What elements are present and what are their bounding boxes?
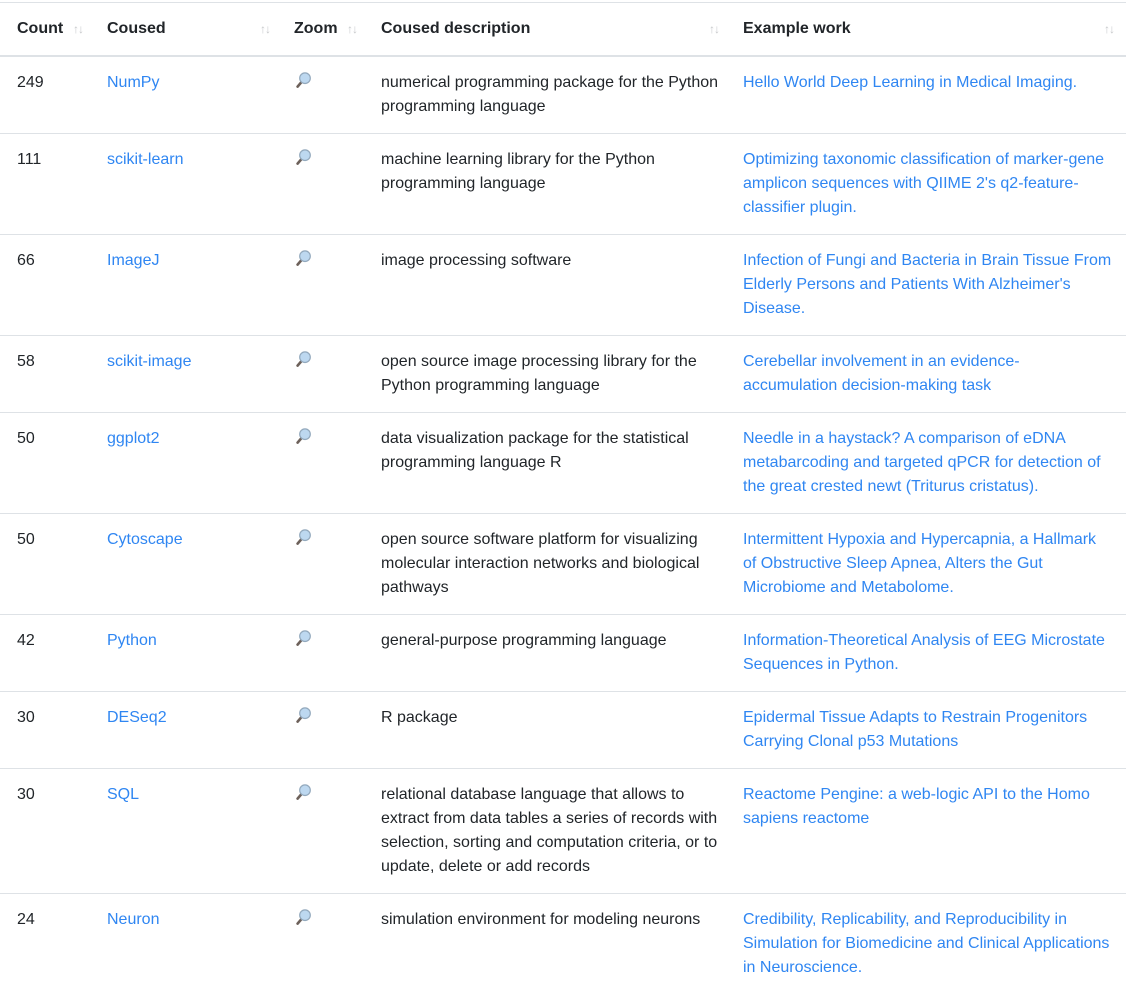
magnifier-icon bbox=[294, 78, 312, 93]
coused-description-cell: general-purpose programming language bbox=[369, 615, 731, 692]
zoom-cell bbox=[282, 134, 369, 235]
count-cell: 50 bbox=[0, 514, 95, 615]
coused-link[interactable]: scikit-learn bbox=[107, 151, 183, 168]
zoom-cell bbox=[282, 894, 369, 994]
coused-cell bbox=[95, 235, 282, 336]
magnifier-icon bbox=[294, 915, 312, 930]
column-header-zoom[interactable] bbox=[282, 3, 369, 57]
coused-cell bbox=[95, 56, 282, 134]
table-row bbox=[0, 235, 1126, 336]
column-header-coused[interactable] bbox=[95, 3, 282, 57]
coused-link[interactable]: Neuron bbox=[107, 911, 159, 928]
example-work-link[interactable]: Infection of Fungi and Bacteria in Brain Tissue From Elderly Persons and Patients With Alzheimer's Disease. bbox=[743, 252, 1111, 317]
example-work-cell bbox=[731, 769, 1126, 894]
magnifier-icon bbox=[294, 155, 312, 170]
coused-link[interactable]: ImageJ bbox=[107, 252, 159, 269]
sort-arrows-icon[interactable]: ↑↓ bbox=[709, 17, 719, 41]
coused-link[interactable]: Cytoscape bbox=[107, 531, 183, 548]
coused-description-cell: simulation environment for modeling neurons bbox=[369, 894, 731, 994]
column-header-coused-label: Coused bbox=[107, 17, 166, 41]
zoom-button[interactable] bbox=[294, 629, 312, 648]
example-work-cell bbox=[731, 56, 1126, 134]
count-cell: 42 bbox=[0, 615, 95, 692]
column-header-coused-description-label: Coused description bbox=[381, 17, 530, 41]
coused-cell bbox=[95, 769, 282, 894]
example-work-link[interactable]: Reactome Pengine: a web-logic API to the Homo sapiens reactome bbox=[743, 786, 1090, 827]
coused-cell bbox=[95, 514, 282, 615]
zoom-button[interactable] bbox=[294, 148, 312, 167]
count-cell: 30 bbox=[0, 769, 95, 894]
example-work-cell bbox=[731, 692, 1126, 769]
zoom-button[interactable] bbox=[294, 706, 312, 725]
coused-description-cell: machine learning library for the Python programming language bbox=[369, 134, 731, 235]
zoom-button[interactable] bbox=[294, 249, 312, 268]
table-body bbox=[0, 56, 1126, 994]
example-work-link[interactable]: Intermittent Hypoxia and Hypercapnia, a Hallmark of Obstructive Sleep Apnea, Alters the Gut Microbiome and Metabolome. bbox=[743, 531, 1096, 596]
coused-description-cell: open source image processing library for the Python programming language bbox=[369, 336, 731, 413]
coused-link[interactable]: ggplot2 bbox=[107, 430, 160, 447]
coused-link[interactable]: NumPy bbox=[107, 74, 159, 91]
column-header-coused-description[interactable] bbox=[369, 3, 731, 57]
count-cell: 30 bbox=[0, 692, 95, 769]
coused-cell bbox=[95, 336, 282, 413]
zoom-button[interactable] bbox=[294, 350, 312, 369]
example-work-link[interactable]: Information-Theoretical Analysis of EEG Microstate Sequences in Python. bbox=[743, 632, 1105, 673]
example-work-cell bbox=[731, 413, 1126, 514]
zoom-cell bbox=[282, 413, 369, 514]
magnifier-icon bbox=[294, 357, 312, 372]
coused-link[interactable]: Python bbox=[107, 632, 157, 649]
count-cell: 249 bbox=[0, 56, 95, 134]
magnifier-icon bbox=[294, 636, 312, 651]
table-row bbox=[0, 769, 1126, 894]
coused-cell bbox=[95, 134, 282, 235]
table-row bbox=[0, 336, 1126, 413]
example-work-cell bbox=[731, 615, 1126, 692]
example-work-link[interactable]: Needle in a haystack? A comparison of eDNA metabarcoding and targeted qPCR for detection of the great crested newt (Triturus cristatus). bbox=[743, 430, 1101, 495]
coused-cell bbox=[95, 413, 282, 514]
tools-table bbox=[0, 2, 1126, 994]
coused-description-cell: data visualization package for the statistical programming language R bbox=[369, 413, 731, 514]
table-row bbox=[0, 615, 1126, 692]
zoom-cell bbox=[282, 235, 369, 336]
coused-cell bbox=[95, 692, 282, 769]
zoom-cell bbox=[282, 615, 369, 692]
coused-description-cell: relational database language that allows to extract from data tables a series of records with selection, sorting and computation criteria, or to update, delete or add records bbox=[369, 769, 731, 894]
magnifier-icon bbox=[294, 713, 312, 728]
magnifier-icon bbox=[294, 790, 312, 805]
example-work-cell bbox=[731, 134, 1126, 235]
column-header-zoom-label: Zoom bbox=[294, 17, 338, 41]
zoom-button[interactable] bbox=[294, 783, 312, 802]
table-row bbox=[0, 692, 1126, 769]
example-work-link[interactable]: Hello World Deep Learning in Medical Imaging. bbox=[743, 74, 1077, 91]
zoom-button[interactable] bbox=[294, 71, 312, 90]
count-cell: 24 bbox=[0, 894, 95, 994]
table-row bbox=[0, 413, 1126, 514]
zoom-cell bbox=[282, 514, 369, 615]
header-row bbox=[0, 3, 1126, 57]
example-work-link[interactable]: Optimizing taxonomic classification of marker-gene amplicon sequences with QIIME 2's q2-feature-classifier plugin. bbox=[743, 151, 1104, 216]
sort-arrows-icon[interactable]: ↑↓ bbox=[347, 17, 357, 41]
count-cell: 111 bbox=[0, 134, 95, 235]
coused-description-cell: image processing software bbox=[369, 235, 731, 336]
table-row bbox=[0, 894, 1126, 994]
table-row bbox=[0, 56, 1126, 134]
example-work-cell bbox=[731, 235, 1126, 336]
zoom-button[interactable] bbox=[294, 908, 312, 927]
coused-link[interactable]: scikit-image bbox=[107, 353, 191, 370]
zoom-button[interactable] bbox=[294, 427, 312, 446]
zoom-button[interactable] bbox=[294, 528, 312, 547]
zoom-cell bbox=[282, 56, 369, 134]
column-header-example-work[interactable] bbox=[731, 3, 1126, 57]
magnifier-icon bbox=[294, 434, 312, 449]
coused-cell bbox=[95, 615, 282, 692]
coused-cell bbox=[95, 894, 282, 994]
coused-description-cell: numerical programming package for the Python programming language bbox=[369, 56, 731, 134]
coused-link[interactable]: SQL bbox=[107, 786, 139, 803]
sort-arrows-icon[interactable]: ↑↓ bbox=[73, 17, 83, 41]
table-header bbox=[0, 3, 1126, 57]
table-row bbox=[0, 134, 1126, 235]
table-row bbox=[0, 514, 1126, 615]
sort-arrows-icon[interactable]: ↑↓ bbox=[1104, 17, 1114, 41]
count-cell: 66 bbox=[0, 235, 95, 336]
coused-description-cell: R package bbox=[369, 692, 731, 769]
magnifier-icon bbox=[294, 256, 312, 271]
zoom-cell bbox=[282, 336, 369, 413]
zoom-cell bbox=[282, 769, 369, 894]
example-work-link[interactable]: Cerebellar involvement in an evidence-accumulation decision-making task bbox=[743, 353, 1020, 394]
coused-description-cell: open source software platform for visualizing molecular interaction networks and biological pathways bbox=[369, 514, 731, 615]
example-work-cell bbox=[731, 336, 1126, 413]
example-work-link[interactable]: Epidermal Tissue Adapts to Restrain Progenitors Carrying Clonal p53 Mutations bbox=[743, 709, 1087, 750]
zoom-cell bbox=[282, 692, 369, 769]
column-header-example-work-label: Example work bbox=[743, 17, 851, 41]
column-header-count[interactable] bbox=[0, 3, 95, 57]
sort-arrows-icon[interactable]: ↑↓ bbox=[260, 17, 270, 41]
magnifier-icon bbox=[294, 535, 312, 550]
example-work-cell bbox=[731, 514, 1126, 615]
column-header-count-label: Count bbox=[17, 17, 63, 41]
coused-link[interactable]: DESeq2 bbox=[107, 709, 167, 726]
count-cell: 50 bbox=[0, 413, 95, 514]
example-work-link[interactable]: Credibility, Replicability, and Reproducibility in Simulation for Biomedicine and Clinical Applications in Neuroscience. bbox=[743, 911, 1109, 976]
example-work-cell bbox=[731, 894, 1126, 994]
count-cell: 58 bbox=[0, 336, 95, 413]
